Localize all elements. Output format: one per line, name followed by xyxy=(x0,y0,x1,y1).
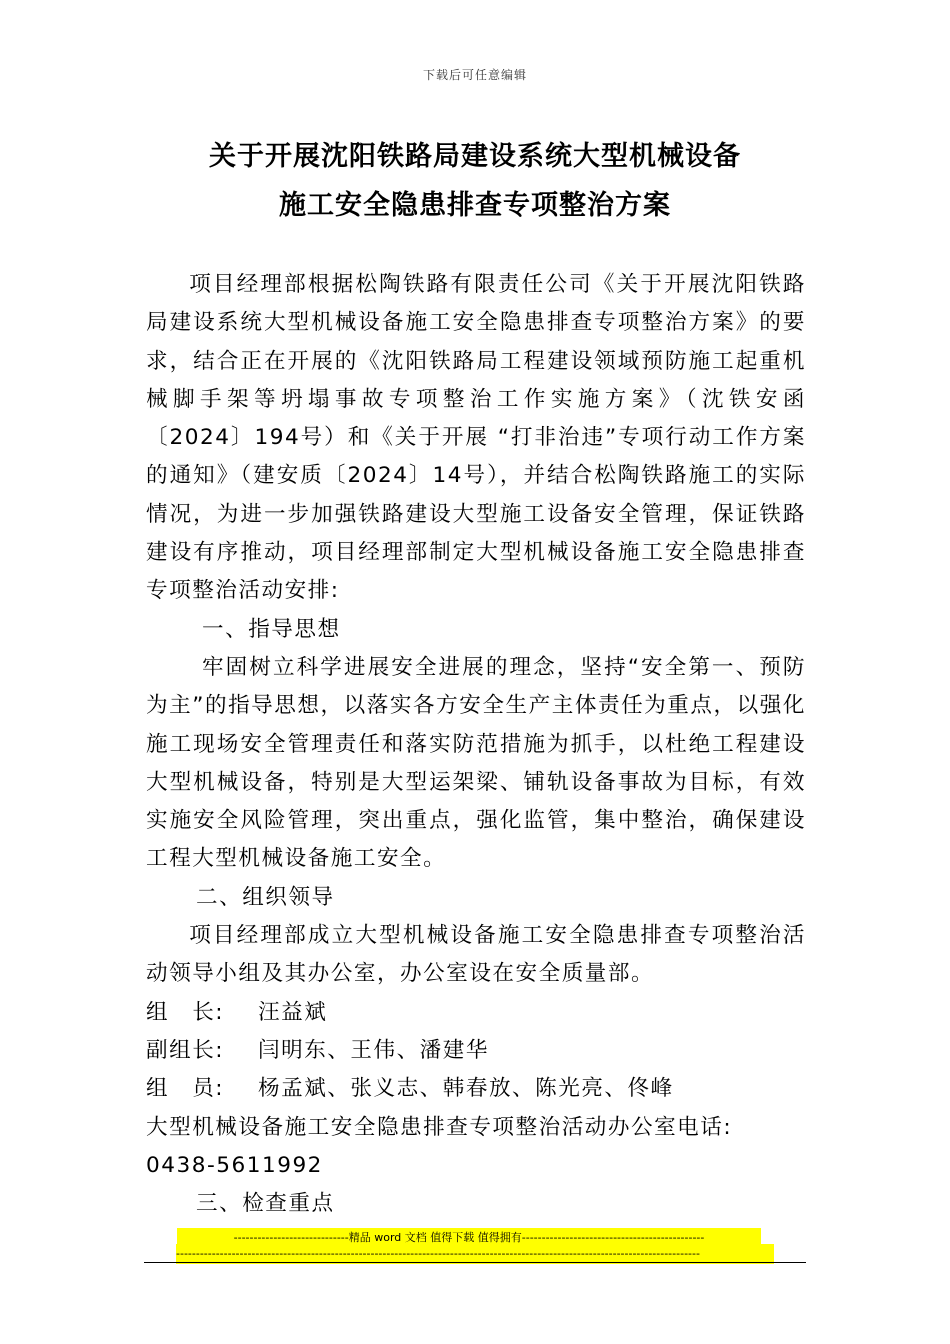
member-names: 闫明东、王伟、潘建华 xyxy=(258,1037,489,1063)
document-body xyxy=(146,266,806,1223)
member-role: 组 员: xyxy=(146,1076,225,1102)
organization-paragraph: 项目经理部成立大型机械设备施工安全隐患排查专项整治活动领导小组及其办公室，办公室设在安全质量部。 xyxy=(146,923,806,987)
member-row-leader xyxy=(146,994,806,1032)
office-phone-label: 大型机械设备施工安全隐患排查专项整治活动办公室电话: xyxy=(146,1114,733,1140)
section-heading-organization: 二、组织领导 xyxy=(196,884,335,910)
footer-promo-band: -----------------------------精品 word 文档 值得下载 值得拥有---------------------------------------------- xyxy=(177,1228,761,1248)
document-title-line2: 施工安全隐患排查专项整治方案 xyxy=(279,190,671,221)
document-title-line1: 关于开展沈阳铁路局建设系统大型机械设备 xyxy=(209,141,741,172)
section-heading-inspection-focus: 三、检查重点 xyxy=(196,1191,335,1217)
member-names: 杨孟斌、张义志、韩春放、陈光亮、佟峰 xyxy=(258,1076,674,1102)
member-role: 组 长: xyxy=(146,999,225,1025)
member-row-deputy xyxy=(146,1032,806,1070)
footer-dash-band: ------------------------------------------------------------------------------------------------------------------------------------ xyxy=(176,1244,774,1264)
member-row-members xyxy=(146,1070,806,1108)
footer-rule xyxy=(144,1262,806,1263)
member-role: 副组长: xyxy=(146,1037,225,1063)
guiding-ideology-paragraph: 牢固树立科学进展安全进展的理念，坚持“安全第一、预防为主”的指导思想，以落实各方安全生产主体责任为重点，以强化施工现场安全管理责任和落实防范措施为抓手，以杜绝工程建设大型机械设备，特别是大型运架梁、铺轨设备事故为目标，有效实施安全风险管理，突出重点，强化监管，集中整治，确保建设工程大型机械设备施工安全。 xyxy=(146,654,806,872)
member-names: 汪益斌 xyxy=(258,999,328,1025)
header-note: 下载后可任意编辑 xyxy=(422,68,527,82)
intro-paragraph: 项目经理部根据松陶铁路有限责任公司《关于开展沈阳铁路局建设系统大型机械设备施工安全隐患排查专项整治方案》的要求，结合正在开展的《沈阳铁路局工程建设领域预防施工起重机械脚手架等坍塌事故专项整治工作实施方案》（沈铁安函〔2024〕194号）和《关于开展 “打非治违”专项行动工作方案的通知》（建安质〔2024〕14号），并结合松陶铁路施工的实际情况，为进一步加强铁路建设大型施工设备安全管理，保证铁路建设有序推动，项目经理部制定大型机械设备施工安全隐患排查专项整治活动安排: xyxy=(146,272,806,604)
section-heading-guiding-ideology: 一、指导思想 xyxy=(202,616,341,642)
office-phone-number: 0438-5611992 xyxy=(146,1152,323,1178)
